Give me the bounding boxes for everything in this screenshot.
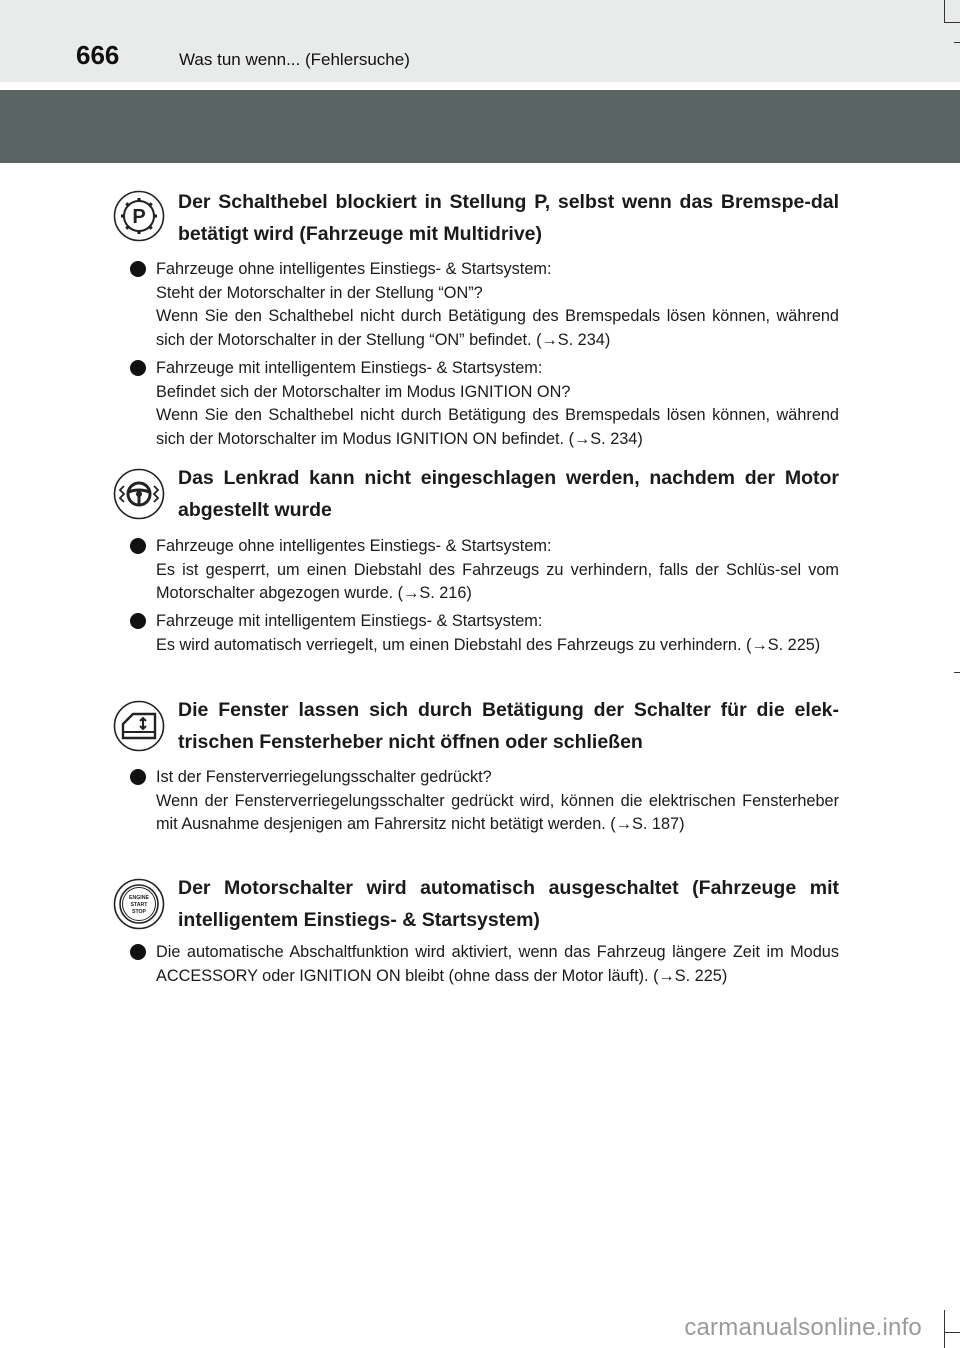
item-line: Fahrzeuge ohne intelligentes Einstiegs- & Startsystem: <box>156 260 552 278</box>
power-window-icon <box>113 700 165 752</box>
bullet-icon <box>130 769 146 785</box>
list-item <box>130 535 839 606</box>
crop-mark <box>954 672 960 673</box>
item-line: Wenn Sie den Schalthebel nicht durch Betätigung des Bremspedals lösen können, während sich der Motorschalter in der Stellung “ON” befindet. (→S. 234) <box>156 307 839 349</box>
section-title: Das Lenkrad kann nicht eingeschlagen werden, nachdem der Motor abgestellt wurde <box>178 467 839 521</box>
watermark: carmanualsonline.info <box>684 1314 922 1341</box>
engine-start-stop-icon <box>113 878 165 930</box>
crop-mark <box>944 1332 960 1333</box>
list-item <box>130 610 839 657</box>
list-item <box>130 766 839 837</box>
item-line: Die automatische Abschaltfunktion wird aktiviert, wenn das Fahrzeug längere Zeit im Modus ACCESSORY oder IGNITION ON bleibt (ohne dass der Motor läuft). (→S. 225) <box>156 943 839 985</box>
park-gear-icon <box>113 190 165 242</box>
chapter-title: Was tun wenn... (Fehlersuche) <box>179 50 410 69</box>
item-line: Befindet sich der Motorschalter im Modus IGNITION ON? <box>156 382 571 401</box>
header-band <box>0 90 960 163</box>
page-header <box>0 0 960 82</box>
item-line: Wenn der Fensterverriegelungsschalter gedrückt wird, können die elektrischen Fensterheber mit Ausnahme desjenigen am Fahrersitz nicht betätigt werden. (→S. 187) <box>156 791 839 833</box>
section-title: Die Fenster lassen sich durch Betätigung der Schalter für die elek-trischen Fensterheber nicht öffnen oder schließen <box>178 699 839 753</box>
crop-mark <box>944 1310 945 1348</box>
icon-label: START <box>130 902 148 908</box>
item-line: Fahrzeuge mit intelligentem Einstiegs- & Startsystem: <box>156 612 543 630</box>
crop-mark <box>944 22 960 23</box>
bullet-icon <box>130 944 146 960</box>
section-title: Der Motorschalter wird automatisch ausgeschaltet (Fahrzeuge mit intelligentem Einstiegs- & Startsystem) <box>178 877 839 931</box>
item-line: Fahrzeuge mit intelligentem Einstiegs- & Startsystem: <box>156 359 543 377</box>
item-line: Es wird automatisch verriegelt, um einen Diebstahl des Fahrzeugs zu verhindern. (→S. 225) <box>156 635 821 654</box>
crop-mark <box>954 42 960 43</box>
list-item <box>130 357 839 451</box>
item-line: Ist der Fensterverriegelungsschalter gedrückt? <box>156 768 492 786</box>
item-line: Fahrzeuge ohne intelligentes Einstiegs- & Startsystem: <box>156 537 552 555</box>
svg-text:P: P <box>132 206 146 228</box>
crop-mark <box>944 0 945 22</box>
item-line: Es ist gesperrt, um einen Diebstahl des Fahrzeugs zu verhindern, falls der Schlüs-sel vom Motorschalter abgezogen wurde. (→S. 216) <box>156 560 839 602</box>
list-item <box>130 258 839 352</box>
bullet-icon <box>130 360 146 376</box>
item-line: Steht der Motorschalter in der Stellung “ON”? <box>156 283 483 302</box>
bullet-icon <box>130 261 146 277</box>
icon-label: ENGINE <box>129 895 149 901</box>
icon-label: STOP <box>131 909 147 915</box>
bullet-icon <box>130 613 146 629</box>
section-title: Der Schalthebel blockiert in Stellung P, selbst wenn das Bremspe-dal betätigt wird (Fahrzeuge mit Multidrive) <box>178 191 839 245</box>
list-item <box>130 941 839 988</box>
item-line: Wenn Sie den Schalthebel nicht durch Betätigung des Bremspedals lösen können, während sich der Motorschalter im Modus IGNITION ON befindet. (→S. 234) <box>156 406 839 448</box>
page-number: 666 <box>76 40 120 70</box>
bullet-icon <box>130 538 146 554</box>
steering-lock-icon <box>113 468 165 520</box>
